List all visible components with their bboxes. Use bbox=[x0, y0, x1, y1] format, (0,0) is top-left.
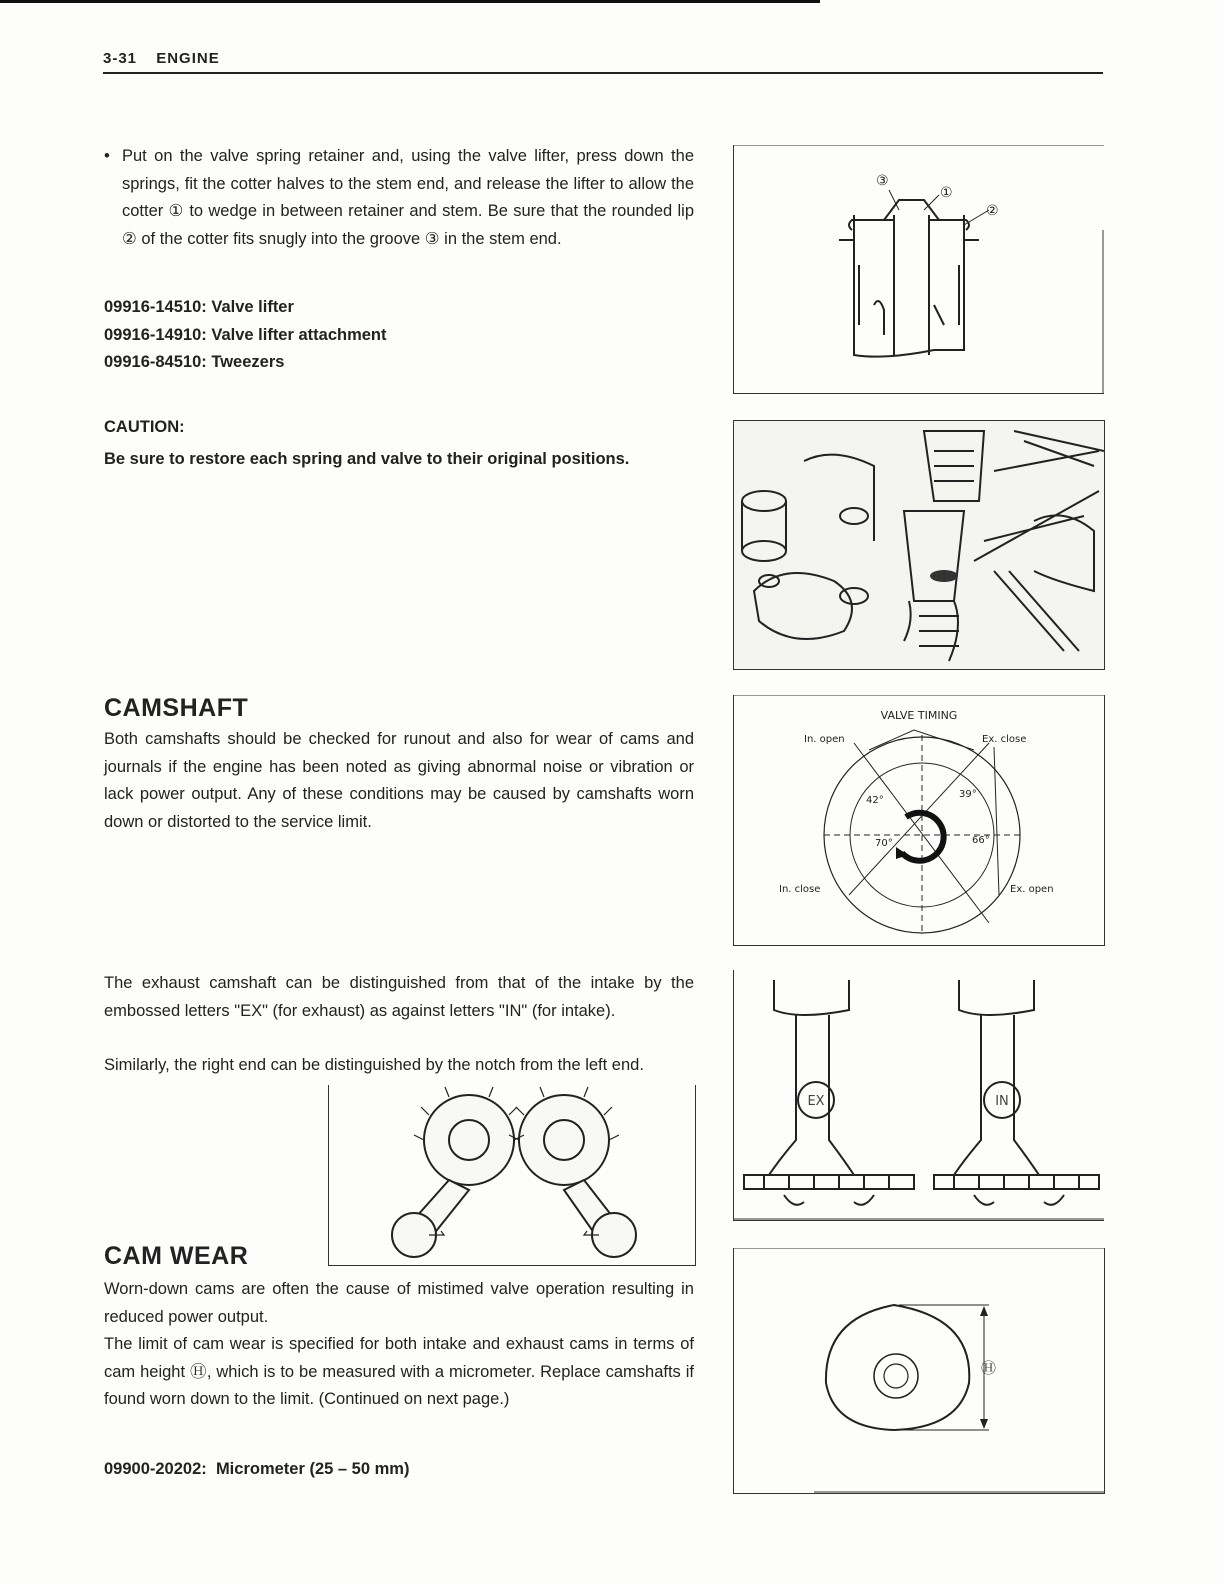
tool-name: Tweezers bbox=[211, 353, 285, 371]
tool-part-number: 09900-20202: bbox=[104, 1460, 207, 1478]
tool-name: Micrometer (25 – 50 mm) bbox=[215, 1460, 410, 1478]
angle-70: 70° bbox=[875, 838, 893, 849]
caution-title: CAUTION: bbox=[104, 418, 185, 436]
top-border bbox=[0, 0, 820, 3]
ex-close-label: Ex. close bbox=[982, 734, 1027, 745]
valve-instruction bbox=[104, 143, 694, 253]
in-mark: IN bbox=[995, 1094, 1009, 1109]
tool-item bbox=[104, 294, 387, 322]
page-header bbox=[103, 50, 220, 67]
valve-instruction-text: Put on the valve spring retainer and, using the valve lifter, press down the springs, fit the cotter halves to the stem end, and release the lifter to allow the cotter ① to wedge in between retainer and stem. Be sure that the rounded lip ② of the cotter fits snugly into the groove ③ in the stem end. bbox=[122, 147, 694, 248]
camshaft-heading: CAMSHAFT bbox=[104, 694, 249, 722]
tool-item bbox=[104, 322, 387, 350]
tool-item bbox=[104, 349, 387, 377]
camshaft-body: Both camshafts should be checked for runout and also for wear of cams and journals if the engine has been noted as giving abnormal noise or vibration or lack power output. Any of these conditions may be caused by camshafts worn down or distorted to the service limit. bbox=[104, 730, 694, 831]
tool-part-number: 09916-14910: bbox=[104, 325, 207, 344]
tool-list bbox=[104, 294, 387, 377]
cam-wear-body-2: The limit of cam wear is specified for both intake and exhaust cams in terms of cam height Ⓗ, which is to be measured with a micrometer. Replace camshafts if found worn down to the limit. (Continued on next page.) bbox=[104, 1335, 694, 1408]
cam-height-figure bbox=[733, 1248, 1105, 1494]
tool-part-number: 09916-84510: bbox=[104, 353, 207, 371]
ex-mark: EX bbox=[807, 1094, 825, 1109]
micrometer-tool bbox=[104, 1460, 409, 1479]
page-number: 3-31 bbox=[103, 50, 138, 67]
angle-42: 42° bbox=[866, 795, 884, 806]
angle-66: 66° bbox=[972, 835, 990, 846]
exhaust-intake-text: The exhaust camshaft can be distinguished from that of the intake by the embossed letters "EX" (for exhaust) as against letters "IN" (for intake). bbox=[104, 974, 694, 1020]
label-3: ③ bbox=[876, 173, 889, 189]
caution-body: Be sure to restore each spring and valve to their original positions. bbox=[104, 450, 630, 468]
section-name: ENGINE bbox=[156, 50, 220, 67]
tool-part-number: 09916-14510: bbox=[104, 298, 207, 316]
timing-title: VALVE TIMING bbox=[880, 709, 958, 722]
label-2: ② bbox=[986, 203, 999, 219]
right-end-text: Similarly, the right end can be distinguished by the notch from the left end. bbox=[104, 1056, 644, 1074]
cam-wear-body-1: Worn-down cams are often the cause of mistimed valve operation resulting in reduced power output. bbox=[104, 1280, 694, 1326]
tool-name: Valve lifter attachment bbox=[211, 325, 387, 344]
in-open-label: In. open bbox=[804, 734, 845, 745]
valve-lifter-photo bbox=[733, 420, 1105, 670]
height-label: Ⓗ bbox=[981, 1359, 997, 1377]
camshaft-pair-photo bbox=[328, 1085, 696, 1266]
cam-wear-heading: CAM WEAR bbox=[104, 1242, 249, 1270]
cotter-figure bbox=[733, 145, 1104, 394]
valve-timing-figure bbox=[733, 695, 1105, 946]
label-1: ① bbox=[940, 185, 953, 201]
tool-name: Valve lifter bbox=[211, 298, 294, 316]
header-rule bbox=[103, 72, 1103, 74]
bullet: • bbox=[104, 147, 110, 165]
ex-open-label: Ex. open bbox=[1010, 884, 1054, 895]
camshaft-ident-figure bbox=[733, 970, 1104, 1221]
angle-39: 39° bbox=[959, 789, 977, 800]
in-close-label: In. close bbox=[779, 884, 821, 895]
